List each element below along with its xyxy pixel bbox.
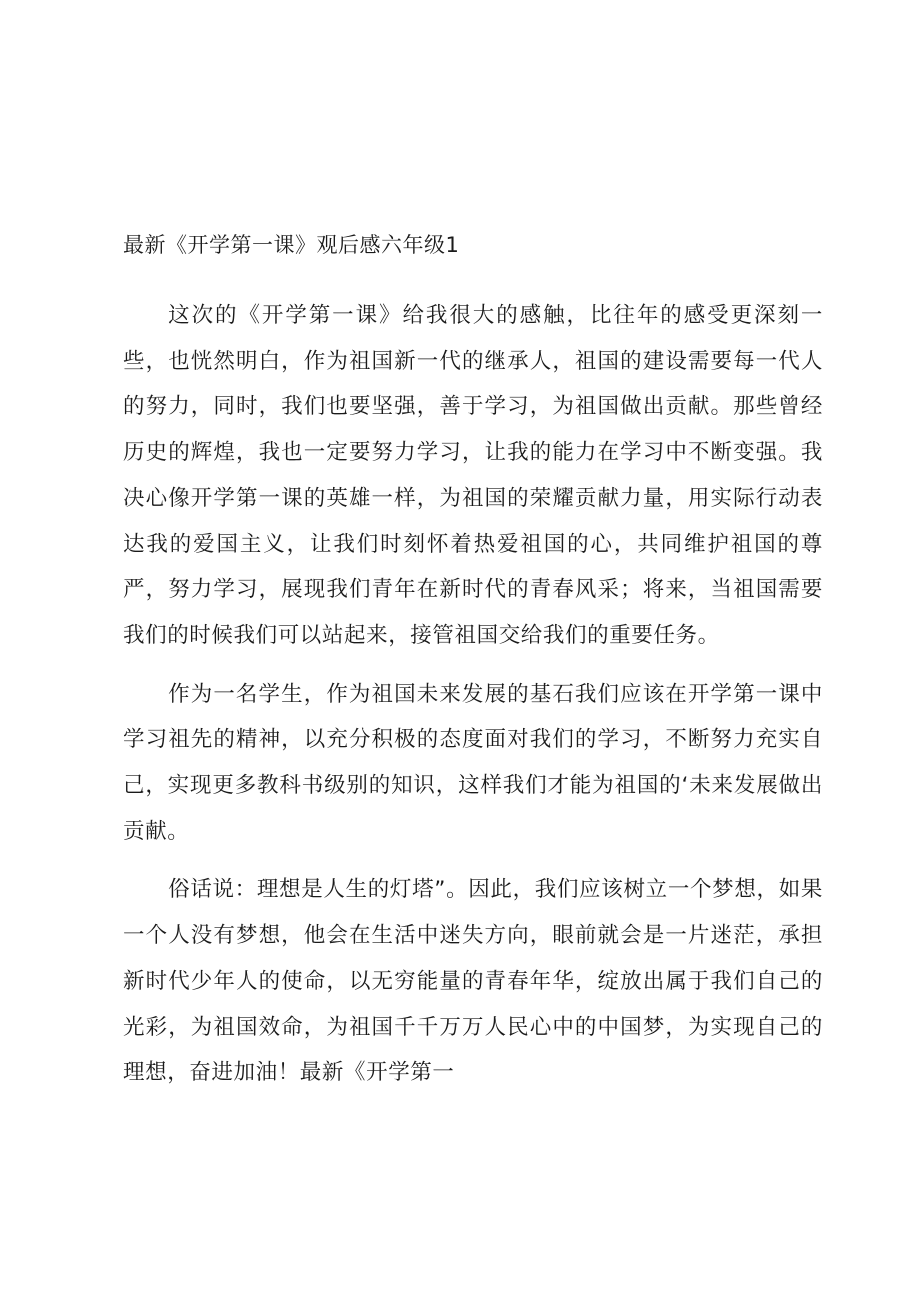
paragraph-3: 俗话说：理想是人生的灯塔”。因此，我们应该树立一个梦想，如果一个人没有梦想，他会在生活中迷失方向，眼前就会是一片迷茫，承担新时代少年人的使命，以无穷能量的青春年华，绽放出属于我们自己的光彩，为祖国效命，为祖国千千万万人民心中的中国梦，为实现自己的理想，奋进加油！最新《开学第一 bbox=[123, 877, 823, 1086]
paragraph-1: 这次的《开学第一课》给我很大的感触，比往年的感受更深刻一些，也恍然明白，作为祖国新一代的继承人，祖国的建设需要每一代人的努力，同时，我们也要坚强，善于学习，为祖国做出贡献。那些曾经历史的辉煌，我也一定要努力学习，让我的能力在学习中不断变强。我决心像开学第一课的英雄一样，为祖国的荣耀贡献力量，用实际行动表达我的爱国主义，让我们时刻怀着热爱祖国的心，共同维护祖国的尊严，努力学习，展现我们青年在新时代的青春风采；将来，当祖国需要我们的时候我们可以站起来，接管祖国交给我们的重要任务。 bbox=[123, 303, 823, 648]
paragraph-2: 作为一名学生，作为祖国未来发展的基石我们应该在开学第一课中学习祖先的精神，以充分积极的态度面对我们的学习，不断努力充实自己，实现更多教科书级别的知识，这样我们才能为祖国的‘未来发展做出贡献。 bbox=[123, 681, 823, 844]
document-title: 最新《开学第一课》观后感六年级1 bbox=[123, 233, 460, 257]
document-body bbox=[123, 228, 823, 1096]
